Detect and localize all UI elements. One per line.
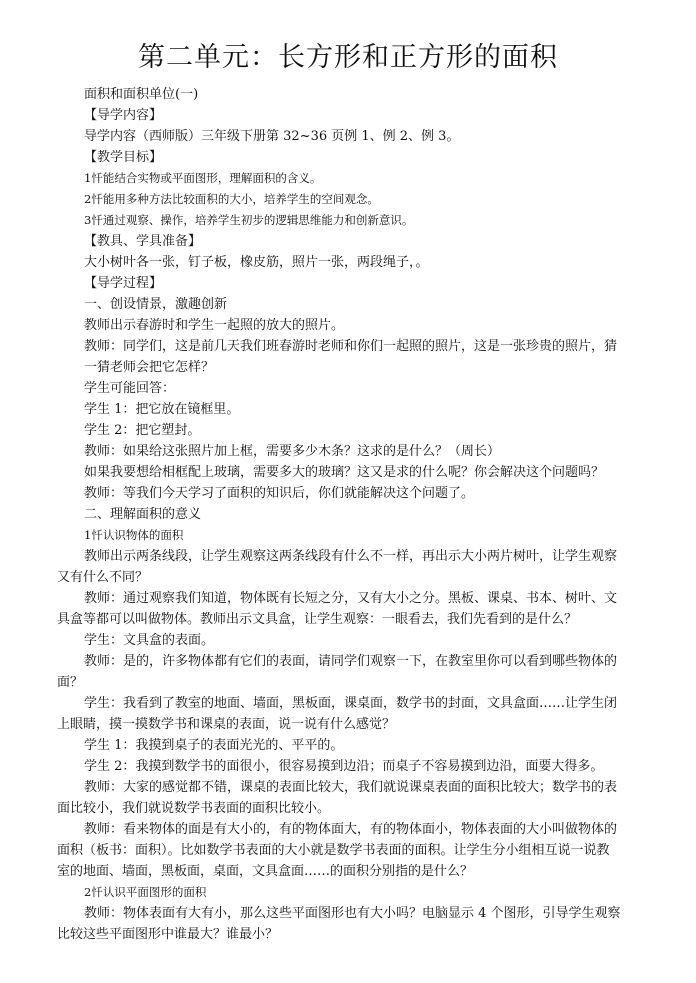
text-line: 教师出示春游时和学生一起照的放大的照片。 — [84, 318, 345, 333]
text-line: 2忏能用多种方法比较面积的大小，培养学生的空间观念。 — [84, 192, 379, 206]
text-line: 3忏通过观察、操作，培养学生初步的逻辑思维能力和创新意识。 — [84, 213, 414, 227]
text-line: 1忏能结合实物或平面图形，理解面积的含义。 — [84, 171, 322, 185]
section-heading: 【导学过程】 — [84, 276, 163, 291]
lesson-subtitle: 面积和面积单位(一) — [84, 87, 199, 102]
text-line: 如果我要想给相框配上玻璃，需要多大的玻璃？这又是求的什么呢？你会解决这个问题吗？ — [84, 465, 605, 480]
text-line: 教师：大家的感觉都不错，课桌的表面比较大，我们就说课桌表面的面积比较大；数学书的表 — [84, 780, 618, 795]
text-line: 上眼睛，摸一摸数学书和课桌的表面，说一说有什么感觉？ — [57, 717, 396, 732]
text-line: 面？ — [57, 675, 84, 690]
text-line: 一、创设情景，激趣创新 — [84, 297, 228, 312]
text-line: 学生 2：我摸到数学书的面很小，很容易摸到边沿；而桌子不容易摸到边沿，面要大得多。 — [84, 759, 604, 774]
subsection-heading: 1忏认识物体的面积 — [84, 528, 184, 542]
text-line: 教师：同学们，这是前几天我们班春游时老师和你们一起照的照片，这是一张珍贵的照片，猜 — [84, 339, 618, 354]
text-line: 室的地面、墙面，黑板面，桌面，文具盒面……的面积分别指的是什么？ — [57, 864, 474, 879]
text-line: 大小树叶各一张，钉子板，橡皮筋，照片一张，两段绳子，。 — [84, 255, 429, 270]
text-line: 二、理解面积的意义 — [84, 507, 202, 522]
text-line: 面比较小，我们就说数学书表面的面积比较小。 — [57, 801, 331, 816]
subsection-heading: 2忏认识平面图形的面积 — [84, 885, 207, 899]
text-line: 教师：通过观察我们知道，物体既有长短之分，又有大小之分。黑板、课桌、书本、树叶、文 — [84, 591, 618, 606]
text-line: 教师：如果给这张照片加上框，需要多少木条？这求的是什么？（周长） — [84, 444, 501, 459]
section-heading: 【教学目标】 — [84, 150, 163, 165]
text-line: 面积（板书：面积）。比如数学书表面的大小就是数学书表面的面积。让学生分小组相互说一说教 — [57, 843, 610, 858]
text-line: 学生：我看到了教室的地面、墙面，黑板面，课桌面，数学书的封面，文具盒面……让学生闭 — [84, 696, 618, 711]
text-line: 学生 1：我摸到桌子的表面光光的、平平的。 — [84, 738, 344, 753]
text-line: 教师出示两条线段，让学生观察这两条线段有什么不一样，再出示大小两片树叶，让学生观察 — [84, 549, 618, 564]
text-line: 比较这些平面图形中谁最大？谁最小？ — [57, 927, 279, 942]
section-heading: 【教具、学具准备】 — [84, 234, 202, 249]
section-heading: 【导学内容】 — [84, 108, 163, 123]
text-line: 教师：物体表面有大有小，那么这些平面图形也有大小吗？电脑显示 4 个图形，引导学生观察 — [84, 906, 621, 921]
text-line: 学生可能回答： — [84, 381, 176, 396]
text-line: 又有什么不同？ — [57, 570, 149, 585]
text-line: 教师：看来物体的面是有大小的，有的物体面大，有的物体面小，物体表面的大小叫做物体的 — [84, 822, 618, 837]
text-line: 具盒等都可以叫做物体。教师出示文具盒，让学生观察：一眼看去，我们先看到的是什么？ — [57, 612, 578, 627]
text-line: 学生 1：把它放在镜框里。 — [84, 402, 240, 417]
text-line: 学生：文具盒的表面。 — [84, 633, 215, 648]
document-title: 第二单元：长方形和正方形的面积 — [138, 42, 558, 73]
text-line: 导学内容（西师版）三年级下册第 32~36 页例 1、例 2、例 3。 — [84, 129, 460, 144]
text-line: 教师：等我们今天学习了面积的知识后，你们就能解决这个问题了。 — [84, 486, 475, 501]
text-line: 一猜老师会把它怎样？ — [84, 360, 215, 375]
text-line: 教师：是的，许多物体都有它们的表面，请同学们观察一下，在教室里你可以看到哪些物体的 — [84, 654, 618, 669]
text-line: 学生 2：把它塑封。 — [84, 423, 201, 438]
